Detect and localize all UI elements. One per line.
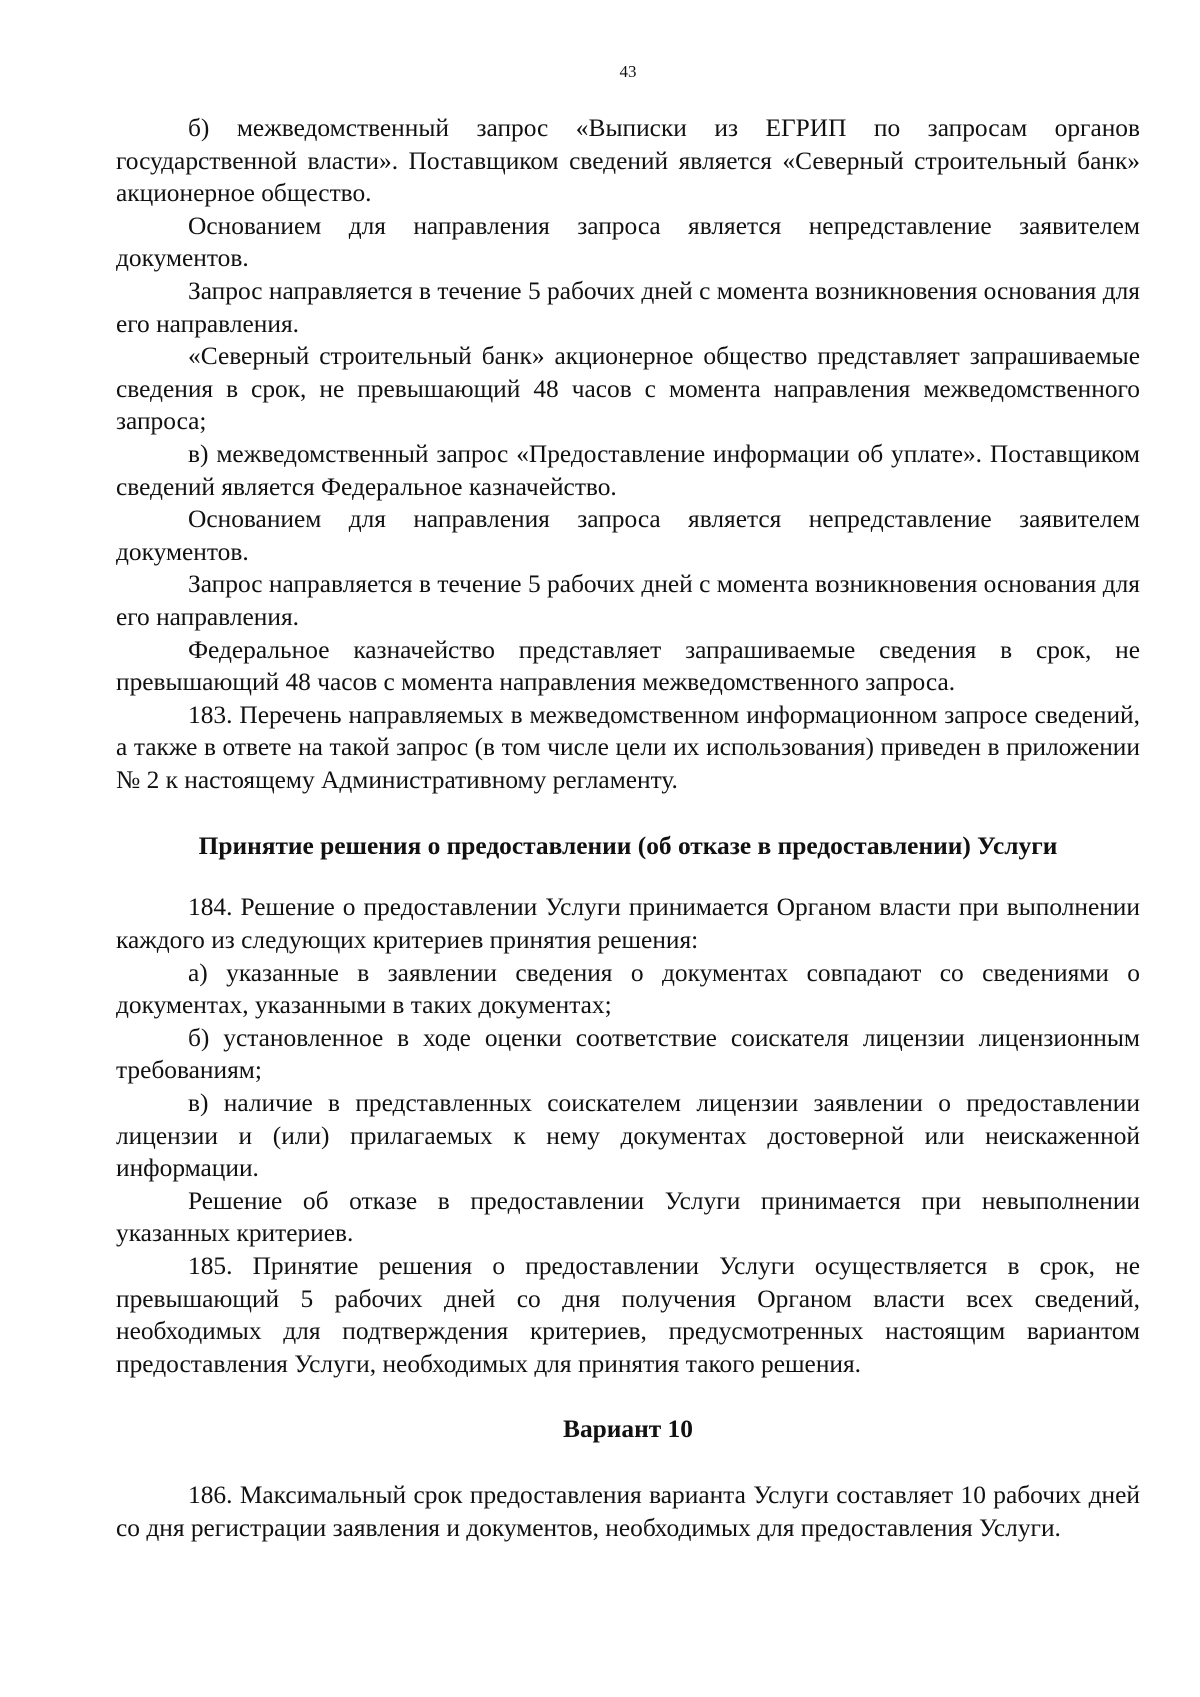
- paragraph-v-payment-request: в) межведомственный запрос «Предоставление информации об уплате». Поставщиком сведений является Федеральное казначейство.: [116, 439, 1140, 501]
- page-number: 43: [619, 62, 637, 81]
- paragraph-request-basis-2: Основанием для направления запроса является непредставление заявителем документов.: [116, 505, 1140, 566]
- paragraph-bank-response: «Северный строительный банк» акционерное общество представляет запрашиваемые сведения в срок, не превышающий 48 часов с момента направления межведомственного запроса;: [116, 342, 1140, 436]
- paragraph-request-timing-2: Запрос направляется в течение 5 рабочих дней с момента возникновения основания для его направления.: [116, 570, 1140, 631]
- paragraph-186: 186. Максимальный срок предоставления варианта Услуги составляет 10 рабочих дней со дня регистрации заявления и документов, необходимых для предоставления Услуги.: [116, 1481, 1140, 1542]
- paragraph-185: 185. Принятие решения о предоставлении Услуги осуществляется в срок, не превышающий 5 рабочих дней со дня получения Органом власти всех сведений, необходимых для подтверждения критериев, предусмотренных настоящим вариантом предоставления Услуги, необходимых для принятия такого решения.: [116, 1252, 1140, 1378]
- paragraph-refusal-decision: Решение об отказе в предоставлении Услуги принимается при невыполнении указанных критериев.: [116, 1186, 1140, 1248]
- paragraph-treasury-response: Федеральное казначейство представляет запрашиваемые сведения в срок, не превышающий 48 часов с момента направления межведомственного запроса.: [116, 635, 1140, 697]
- paragraph-criterion-a: а) указанные в заявлении сведения о документах совпадают со сведениями о документах, указанными в таких документах;: [116, 958, 1140, 1020]
- paragraph-criterion-v: в) наличие в представленных соискателем лицензии заявлении о предоставлении лицензии и (или) прилагаемых к нему документах достоверной или неискаженной информации.: [116, 1089, 1140, 1183]
- paragraph-183: 183. Перечень направляемых в межведомственном информационном запросе сведений, а также в ответе на такой запрос (в том числе цели их использования) приведен в приложении № 2 к настоящему Административному регламенту.: [116, 700, 1140, 794]
- section-heading-decision: Принятие решения о предоставлении (об отказе в предоставлении) Услуги: [198, 832, 1058, 861]
- paragraph-b-egrip-request: б) межведомственный запрос «Выписки из ЕГРИП по запросам органов государственной власти». Поставщиком сведений является «Северный строительный банк» акционерное общество.: [116, 114, 1140, 208]
- paragraph-request-basis-1: Основанием для направления запроса является непредставление заявителем документов.: [116, 211, 1140, 273]
- section-heading-variant-10: Вариант 10: [563, 1415, 693, 1444]
- paragraph-criterion-b: б) установленное в ходе оценки соответствие соискателя лицензии лицензионным требованиям;: [116, 1023, 1140, 1085]
- paragraph-184: 184. Решение о предоставлении Услуги принимается Органом власти при выполнении каждого из следующих критериев принятия решения:: [116, 893, 1140, 955]
- paragraph-request-timing-1: Запрос направляется в течение 5 рабочих дней с момента возникновения основания для его направления.: [116, 276, 1140, 338]
